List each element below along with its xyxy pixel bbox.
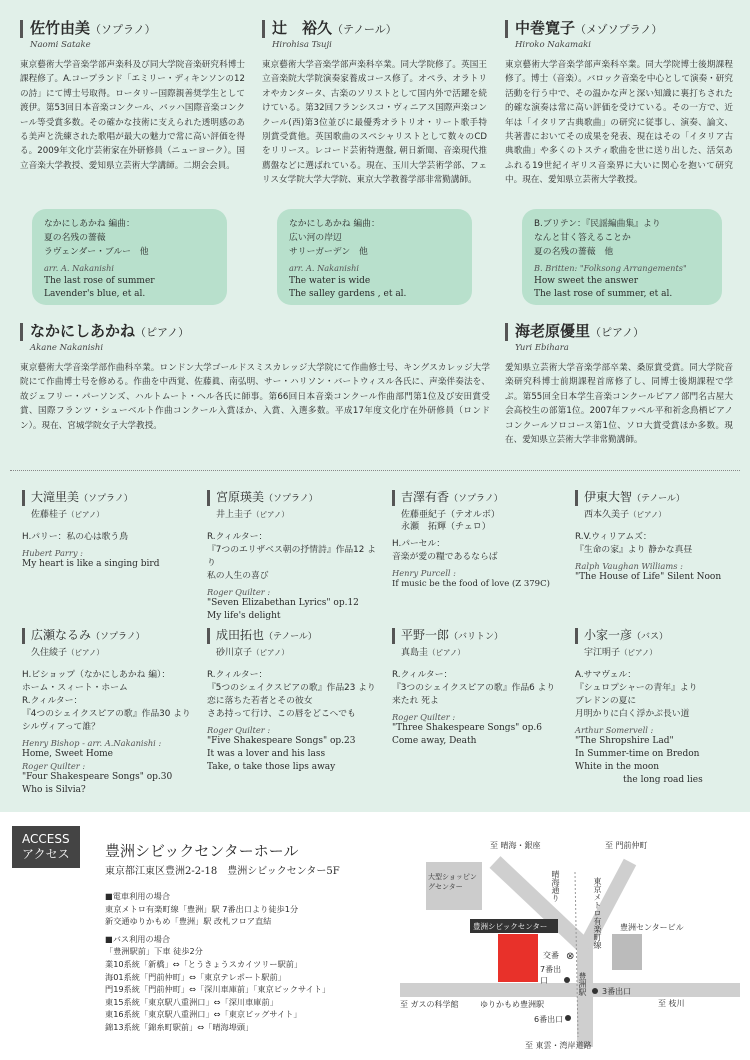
shinonome-label: 至 東雲・湾岸道路: [525, 1041, 592, 1050]
box-line: なかにしあかね 編曲：: [44, 219, 135, 229]
harumi-dori-label: 晴海通り: [551, 870, 560, 902]
box-credit: B. Britten: "Folksong Arrangements": [534, 263, 687, 273]
student-accompanist: 宇江明子（ピアノ）: [584, 648, 657, 658]
student-en: Take, o take those lips away: [207, 762, 336, 772]
student-name: 平野一郎（バリトン）: [392, 628, 567, 644]
box-line: サリーガーデン 他: [289, 247, 368, 257]
student-accompanist: 砂川京子（ピアノ）: [216, 648, 289, 658]
student-credit: Ralph Vaughan Williams :: [575, 561, 683, 571]
student-accompanist: 久住綾子（ピアノ）: [31, 648, 104, 658]
student-credit: Roger Quilter :: [207, 587, 271, 597]
performer-tsuji: [262, 20, 487, 188]
student-en: "Three Shakespeare Songs" op.6: [392, 723, 542, 733]
monzen-label: 至 門前仲町: [605, 841, 648, 850]
student-jp: H.パリー：私の心は歌う鳥: [22, 532, 129, 542]
student-credit: Henry Bishop - arr. A.Nakanishi :: [22, 738, 162, 748]
student-en: Come away, Death: [392, 736, 477, 746]
annex-label: 豊洲センタービル: [620, 923, 684, 932]
student-accompanist: 井上圭子（ピアノ）: [216, 510, 289, 520]
access-tag: ACCESS アクセス: [12, 826, 80, 868]
student-jp: R.クィルター： 『7つのエリザベス朝の抒情詩』作品12 より 私の人生の喜び: [207, 532, 376, 581]
yurikamome-label: ゆりかもめ豊洲駅: [480, 1000, 544, 1009]
box-en: The water is wide: [289, 276, 371, 286]
exit6-label: 6番出口: [534, 1015, 564, 1024]
student-en: "The Shropshire Lad": [575, 736, 674, 746]
box-en: The salley gardens , et al.: [289, 289, 407, 299]
student-accompanist: 永瀬 拓輝（チェロ）: [401, 522, 491, 532]
access-map: [400, 832, 740, 1057]
koban-icon: ⊗: [566, 951, 575, 962]
performer-satake: [20, 20, 245, 173]
box-en: Lavender's blue, et al.: [44, 289, 146, 299]
student-credit: Hubert Parry :: [22, 548, 83, 558]
venue-address: 東京都江東区豊洲2-2-18 豊洲シビックセンター5F: [105, 866, 340, 877]
student: [22, 628, 202, 797]
box-credit: arr. A. Nakanishi: [44, 263, 115, 273]
performer-roman: Yuri Ebihara: [515, 343, 569, 353]
exit3-marker: [592, 988, 598, 994]
exit7-marker: [564, 977, 570, 983]
box-en: How sweet the answer: [534, 276, 638, 286]
student: [575, 490, 745, 584]
student: [575, 628, 745, 787]
student-credit: Henry Purcell :: [392, 568, 456, 578]
box-en: The last rose of summer, et al.: [534, 289, 673, 299]
student-en: "Seven Elizabethan Lyrics" op.12: [207, 598, 359, 608]
box-line: 夏の名残の薔薇 他: [534, 247, 614, 257]
student-jp: R.クィルター： 『3つのシェイクスピアの歌』作品6 より 来たれ 死よ: [392, 670, 556, 706]
divider: [10, 470, 740, 471]
student-en: Home, Sweet Home: [22, 749, 113, 759]
student-jp: R.クィルター： 『5つのシェイクスピアの歌』作品23 より 恋に落ちた若者とその彼女 さあ持って行け、この唇をどこへでも: [207, 670, 376, 719]
student-name: 大滝里美（ソプラノ）: [22, 490, 192, 506]
student-en: "Four Shakespeare Songs" op.30: [22, 772, 173, 782]
box-line: 夏の名残の薔薇: [44, 233, 106, 243]
exit7-label: 7番出口: [540, 965, 562, 985]
toyosu-station-label: 豊洲駅: [578, 972, 587, 996]
student-en: "The House of Life" Silent Noon: [575, 572, 722, 582]
line-label: 東京メトロ有楽町線: [593, 877, 602, 949]
student: [207, 628, 385, 774]
student-name: 小家一彦（バス）: [575, 628, 745, 644]
performer-bio: 東京藝術大学音楽学部声楽科卒業。同大学院博士後期課程修了。博士（音楽）。バロック音楽を中心として演奏・研究活動を行う中で、その温かな声と深い知識に裏打ちされた的確な演奏は常に高い評価を受けている。その一方で、近年は「イタリア古典歌曲」の研究に従事し、演奏、論文、共著書においてその成果を発表、現在はその「イタリア古典歌曲」や多くのトスティ歌曲を世に送り出した、活気あふれる19世紀イギリス音楽界に大いに関心を抱いて研究中。現在、愛知県立芸術大学教授。: [505, 60, 733, 186]
student-name: 成田拓也（テノール）: [207, 628, 385, 644]
performer-roman: Hirohisa Tsuji: [272, 40, 332, 50]
performer-name: 佐竹由美（ソプラノ）: [20, 20, 245, 38]
student: [207, 490, 382, 623]
koban-label: 交番: [543, 951, 559, 960]
exit6-marker: [565, 1015, 571, 1021]
student-en: Who is Silvia?: [22, 785, 86, 795]
performer-nakanishi: [20, 323, 490, 433]
box-line: 広い河の岸辺: [289, 233, 342, 243]
student: [22, 490, 192, 571]
edagawa-label: 至 枝川: [658, 999, 685, 1008]
program-box: [277, 209, 472, 305]
box-line: なかにしあかね 編曲：: [289, 219, 380, 229]
student-en: If music be the food of love (Z 379C): [392, 579, 550, 589]
box-line: B.ブリテン：『民謡編曲集』より: [534, 219, 661, 229]
exit3-label: 3番出口: [602, 987, 632, 996]
box-credit: arr. A. Nakanishi: [289, 263, 360, 273]
student-jp: H.ビショップ（なかにしあかね 編）： ホーム・スィート・ホーム R.クィルター： 『4つのシェイクスピアの歌』作品30 より シルヴィアって誰？: [22, 670, 191, 732]
student-name: 広瀬なるみ（ソプラノ）: [22, 628, 202, 644]
performer-nakamaki: [505, 20, 733, 188]
performer-roman: Akane Nakanishi: [30, 343, 104, 353]
performer-bio: 東京藝術大学音楽学部作曲科卒業。ロンドン大学ゴールドスミスカレッジ大学院にて作曲修士号、キングスカレッジ大学院にて作曲博士号を修める。作曲を中西覚、佐藤眞、南弘明、サー・ハリソン・バートウィスル各氏に、声楽伴奏法を、故ジェフリー・パーソンズ、ハルトムート・ヘル各氏に師事。第66回日本音楽コンクール作曲部門第1位及び安田賞受賞、国際フランツ・シューベルト作曲コンクール入賞ほか、入賞、入選多数。平成17年度文化庁在外研修員（ロンドン）。現在、宮城学院女子大学教授。: [20, 363, 490, 431]
performer-name: 辻 裕久（テノール）: [262, 20, 487, 38]
civic-block: [498, 934, 538, 982]
performer-bio: 愛知県立芸術大学音楽学部卒業、桑原賞受賞。同大学院音楽研究科博士前期課程首席修了し、同博士後期課程で学ぶ。第55回全日本学生音楽コンクールピアノ部門名古屋大会高校生の部第1位。2007年フッペル平和祈念鳥栖ピアノコンクールソロコース第1位、ソロ大賞受賞ほか多数。現在、愛知県立芸術大学非常勤講師。: [505, 363, 733, 446]
student-credit: Roger Quilter :: [22, 761, 86, 771]
student-name: 宮原瑛美（ソプラノ）: [207, 490, 382, 506]
student-jp: R.V.ウィリアムズ： 『生命の家』より 静かな真昼: [575, 532, 693, 555]
student-name: 吉澤有香（ソプラノ）: [392, 490, 567, 506]
performer-bio: 東京藝術大学音楽学部声楽科及び同大学院音楽研究科博士課程修了。A.コープランド「エミリー・ディキンソンの12の詩」にて博士号取得。ロータリー国際親善奨学生として渡伊。第53回日本音楽コンクール、バッハ国際音楽コンクール等受賞多数。その確かな技術に支えられた透明感のある美声と洗練された歌唱が最大の魅力で常に高い評価を得る。2009年文化庁芸術家在外研修員（ニューヨーク）。国立音楽大学教授、愛知県立芸術大学講師。二期会会員。: [20, 60, 245, 171]
student-en: My heart is like a singing bird: [22, 559, 160, 569]
performer-name: なかにしあかね（ピアノ）: [20, 323, 490, 341]
program-box: [522, 209, 722, 305]
student-en: "Five Shakespeare Songs" op.23: [207, 736, 356, 746]
student-accompanist: 真島圭（ピアノ）: [401, 648, 465, 658]
performer-roman: Naomi Satake: [30, 40, 91, 50]
student-en: My life's delight: [207, 611, 281, 621]
student-jp: A.サマヴェル： 『シュロプシャーの青年』より ブレドンの夏に 月明かりに白く浮かぶ長い道: [575, 670, 698, 719]
student: [392, 490, 567, 591]
student-en: White in the moon: [575, 762, 660, 772]
student-en: In Summer-time on Bredon: [575, 749, 700, 759]
program-box: [32, 209, 227, 305]
box-en: The last rose of summer: [44, 276, 155, 286]
student-credit: Roger Quilter :: [207, 725, 271, 735]
mall-label: 大型ショッピングセンター: [428, 873, 477, 891]
student-accompanist: 佐藤桂子（ピアノ）: [31, 510, 104, 520]
directions: ■電車利用の場合 東京メトロ有楽町線「豊洲」駅 7番出口より徒歩1分 新交通ゆりかもめ「豊洲」駅 改札フロア直結 ■バス利用の場合 「豊洲駅前」下車 徒歩2分 業10系統「新橋」⇔「とうきょうスカイツリー駅前」 海01系統「門前仲町」⇔「東京テレポート駅前」 門19系統「門前仲町」⇔「深川車庫前」「東京ビックサイト」 東15系統「東京駅八重洲口」⇔「深川車庫前」 東16系統「東京駅八重洲口」⇔「東京ビッグサイト」 錦13系統「錦糸町駅前」⇔「晴海埠頭」: [105, 891, 331, 1032]
gas-label: 至 ガスの科学館: [400, 1000, 459, 1009]
student-name: 伊東大智（テノール）: [575, 490, 745, 506]
performer-ebihara: [505, 323, 733, 447]
student: [392, 628, 567, 748]
performer-name: 中巻寛子（メゾソプラノ）: [505, 20, 733, 38]
student-accompanist: 西本久美子（ピアノ）: [584, 510, 666, 520]
box-line: なんと甘く答えることか: [534, 233, 631, 243]
access-section: [0, 812, 750, 1060]
annex-block: [612, 934, 642, 970]
student-credit: Roger Quilter :: [392, 712, 456, 722]
student-en: It was a lover and his lass: [207, 749, 326, 759]
performer-bio: 東京藝術大学音楽学部声楽科卒業。同大学院修了。英国王立音楽院大学院演奏家養成コース修了。オペラ、オラトリオやカンタータ、古楽のソリストとして国内外で活躍を続けている。第32回フランシスコ・ヴィニアス国際声楽コンクール(西)第3位並びに最優秀オラトリオ・リート歌手特別賞受賞他。英国歌曲のスペシャリストとして数々のCDをリリース。レコード芸術特選盤, 朝日新聞、音楽現代推薦盤などに選ばれている。現在、玉川大学芸術学部、フェリス女学院大学大学院、東京大学教養学部非常勤講師。: [262, 60, 487, 186]
civic-label: 豊洲シビックセンター: [473, 922, 548, 931]
student-credit: Arthur Somervell :: [575, 725, 654, 735]
box-line: ラヴェンダー・ブルー 他: [44, 247, 149, 257]
student-en: the long road lies: [623, 775, 703, 785]
student-accompanist: 佐藤亜紀子（テオルボ）: [401, 510, 500, 520]
venue-name: 豊洲シビックセンターホール: [105, 842, 299, 860]
harumi-label: 至 晴海・銀座: [490, 841, 541, 850]
performer-roman: Hiroko Nakamaki: [515, 40, 592, 50]
student-jp: H.パーセル： 音楽が愛の糧であるならば: [392, 539, 498, 562]
performer-name: 海老原優里（ピアノ）: [505, 323, 733, 341]
